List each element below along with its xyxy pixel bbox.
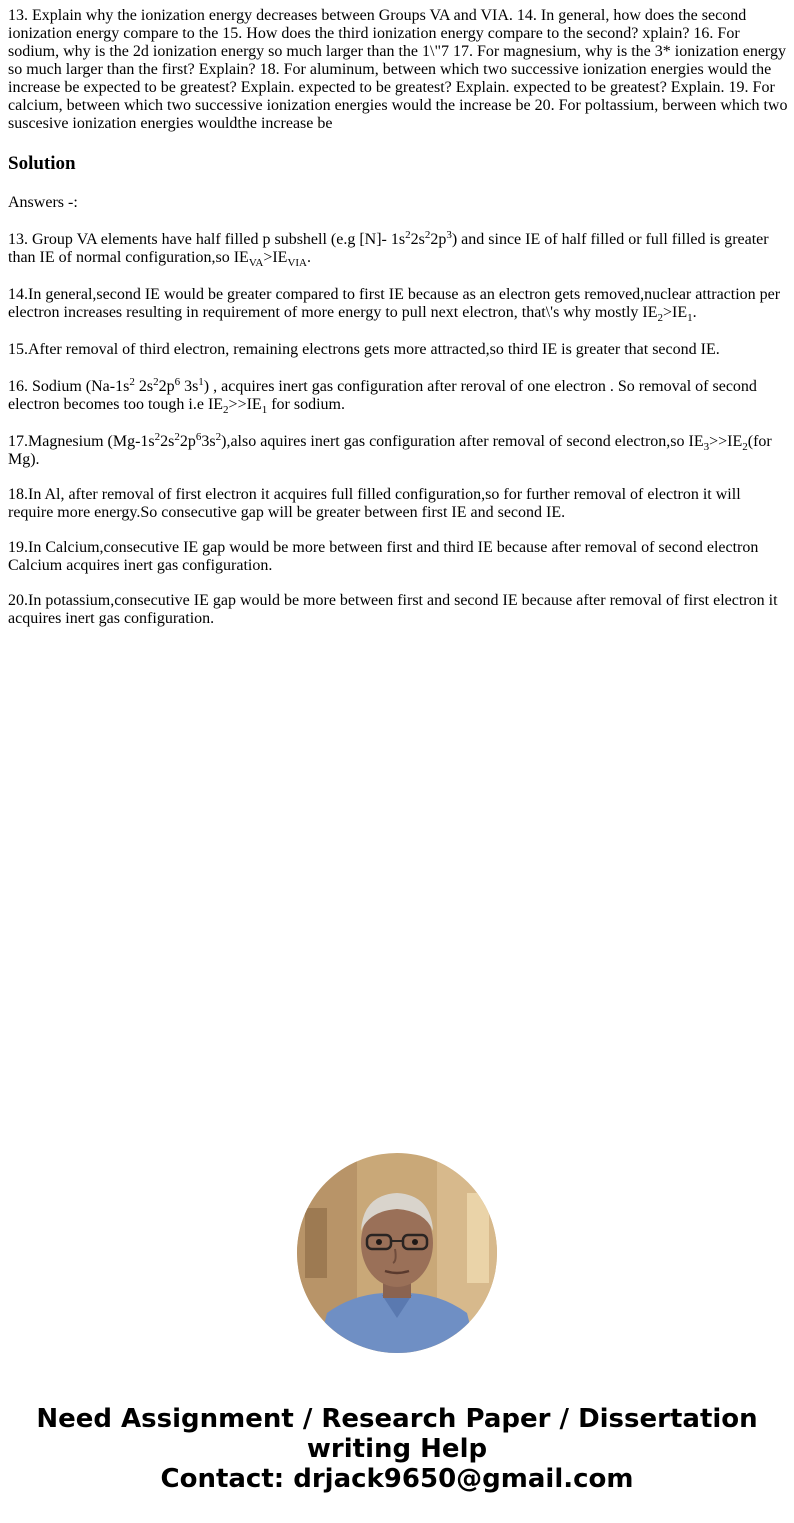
answer-16: 16. Sodium ($Na-1s^2$ $2s^22p^6$ $3s^1$) , acquires inert gas configuration after reroval of one electron . So removal of second electron becomes too tough i.e $IE_2>>IE_1$ for sodium. [8, 376, 757, 416]
answer-13: 13. Group VA elements have half filled p subshell (e.g [N]- $1s^22s^22p^3$) and since IE of half filled or full filled is greater than IE of normal configuration,so $IE_{VA}>IE_{VIA}$. [8, 229, 769, 269]
footer-line-1: Need Assignment / Research Paper / Dissertation [36, 1404, 758, 1434]
answers-label: Answers -: [8, 194, 78, 211]
answer-18: 18.In Al, after removal of first electron it acquires full filled configuration,so for further removal of electron it will require more energy.So consecutive gap will be greater between first IE and second IE. [8, 486, 741, 521]
author-avatar [297, 1153, 497, 1353]
solution-heading: Solution [8, 153, 76, 174]
answer-20: 20.In potassium,consecutive IE gap would be more between first and second IE because after removal of first electron it acquires inert gas configuration. [8, 592, 778, 627]
answer-19: 19.In Calcium,consecutive IE gap would be more between first and third IE because after removal of second electron Calcium acquires inert gas configuration. [8, 539, 759, 574]
question-text: 13. Explain why the ionization energy decreases between Groups VA and VIA. 14. In general, how does the second ionization energy compare to the 15. How does the third ionization energy compare to the second? xplain? 16. For sodium, why is the 2d ionization energy so much larger than the 1\"7 17. For magnesium, why is the 3* ionization energy so much larger than the first? Explain? 18. For aluminum, between which two successive ionization energies would the increase be expected to be greatest? Explain. expected to be greatest? Explain. expected to be greatest? Explain. 19. For calcium, between which two successive ionization energies would the increase be 20. For poltassium, berween which two suscesive ionization energies wouldthe increase be [8, 7, 788, 132]
author-portrait-image [297, 1153, 497, 1353]
document-body [8, 0, 788, 628]
footer-contact: Contact: drjack9650@gmail.com [160, 1464, 634, 1494]
answer-17: 17.Magnesium $(Mg-1s^22s^22p^63s^2),also$ aquires inert gas configuration after removal of second electron,so $IE_3>>IE_2(for$ Mg). [8, 431, 772, 468]
footer-advert [0, 1404, 794, 1494]
answer-15: 15.After removal of third electron, remaining electrons gets more attracted,so third IE is greater that second IE. [8, 341, 720, 358]
answer-14: 14.In general,second IE would be greater compared to first IE because as an electron gets removed,nuclear attraction per electron increases resulting in requirement of more energy to pull next electron, that\'s why mostly $IE_2>IE_1$. [8, 286, 781, 324]
footer-line-2: writing Help [306, 1434, 488, 1464]
